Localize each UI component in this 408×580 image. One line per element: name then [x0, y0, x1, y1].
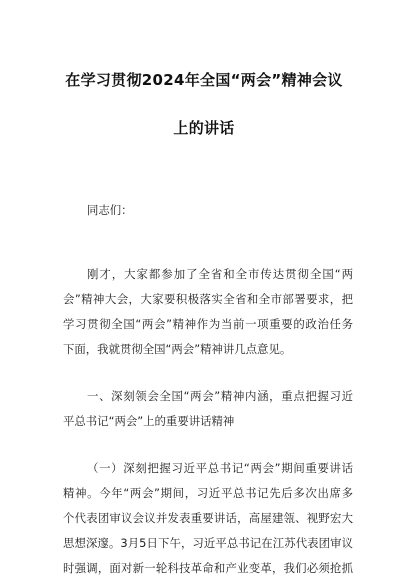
- paragraph-1-line-1: 刚才，大家都参加了全省和全市传达贯彻全国“两: [87, 267, 353, 281]
- paragraph-1-line-2: 会”精神大会，大家要积极落实全省和全市部署要求，把: [63, 292, 353, 306]
- paragraph-1-line-4: 下面，我就贯彻全国“两会”精神讲几点意见。: [63, 342, 292, 356]
- paragraph-2-line-2: 精神。今年“两会”期间，习近平总书记先后多次出席多: [63, 486, 353, 500]
- greeting: 同志们：: [87, 203, 133, 217]
- paragraph-1-line-3: 学习贯彻全国“两会”精神作为当前一项重要的政治任务: [63, 317, 353, 331]
- paragraph-2-line-1: （一）深刻把握习近平总书记“两会”期间重要讲话: [87, 461, 353, 475]
- paragraph-2-line-5: 时强调，面对新一轮科技革命和产业变革，我们必须抢抓: [63, 561, 353, 575]
- document-title-line-1: 在学习贯彻2024年全国“两会”精神会议: [65, 71, 343, 89]
- paragraph-2-line-3: 个代表团审议会议并发表重要讲话，高屋建瓴、视野宏大: [63, 511, 353, 525]
- paragraph-2-line-4: 思想深邃。3月5日下午，习近平总书记在江苏代表团审议: [63, 536, 353, 550]
- section-1-heading-line-2: 平总书记“两会”上的重要讲话精神: [63, 414, 235, 428]
- document-title-line-2: 上的讲话: [173, 119, 235, 137]
- section-1-heading-line-1: 一、深刻领会全国“两会”精神内涵，重点把握习近: [87, 389, 353, 403]
